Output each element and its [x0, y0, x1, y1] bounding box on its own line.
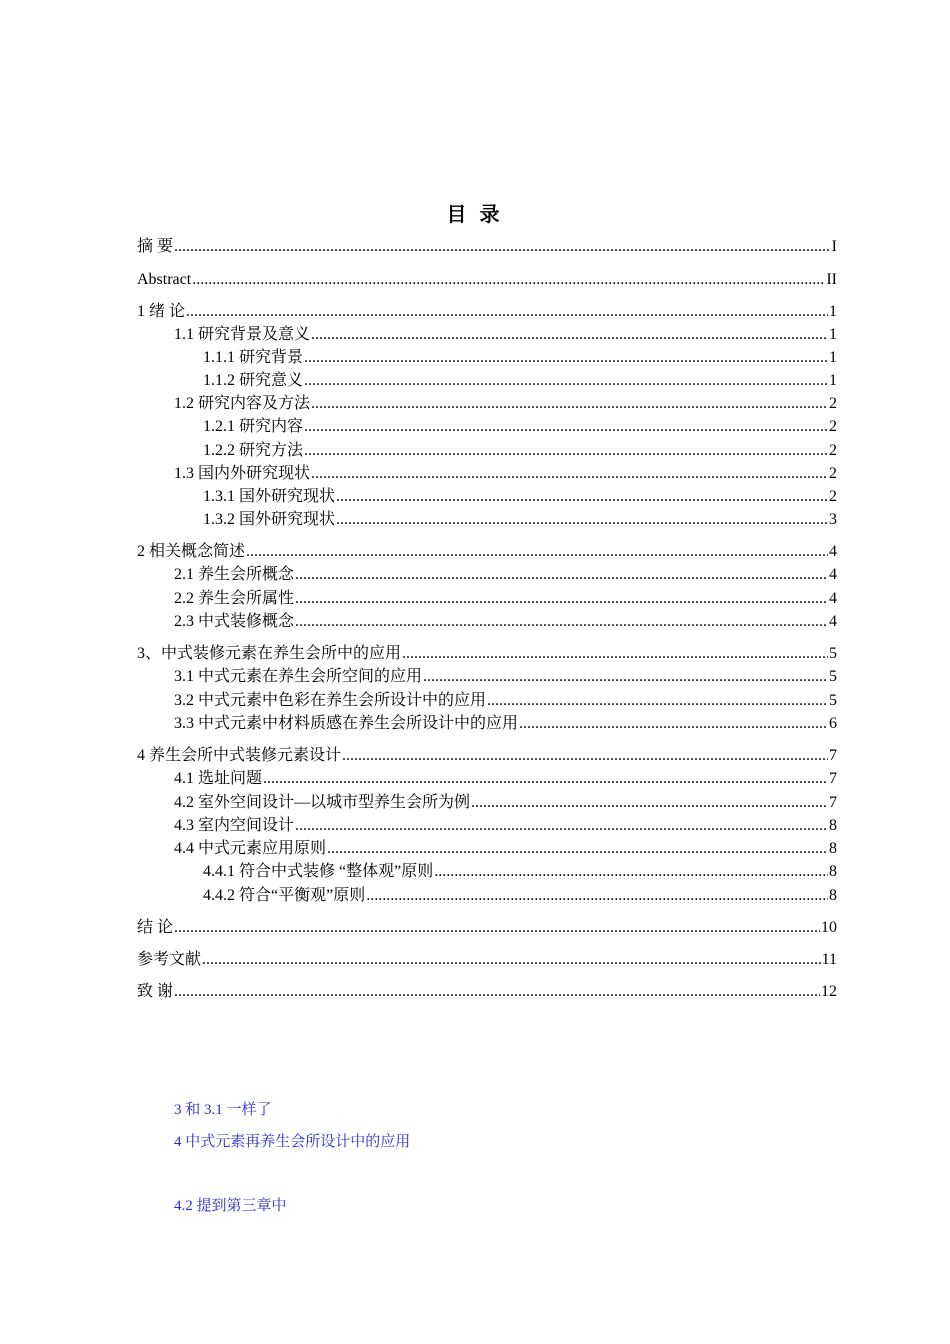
toc-entry-label: 2 相关概念简述: [137, 543, 246, 560]
toc-entry-page: 7: [829, 747, 837, 764]
dot-leader: [311, 324, 828, 346]
dot-leader: [423, 666, 828, 688]
toc-entry-label: Abstract: [137, 271, 192, 288]
toc-entry: [174, 564, 837, 586]
dot-leader: [434, 861, 828, 883]
comment-note: 4 中式元素再养生会所设计中的应用: [174, 1134, 411, 1150]
toc-entry-label: 3、中式装修元素在养生会所中的应用: [137, 645, 402, 662]
toc-entry-label: 摘 要: [137, 238, 174, 255]
toc-entry: [174, 838, 837, 860]
toc-entry: [203, 885, 837, 907]
toc-entry-page: 7: [829, 794, 837, 811]
toc-entry-label: 1.1 研究背景及意义: [174, 326, 311, 343]
toc-entry-label: 1.2 研究内容及方法: [174, 395, 311, 412]
toc-entry: [203, 486, 837, 508]
toc-entry-page: 7: [829, 770, 837, 787]
dot-leader: [263, 768, 828, 790]
toc-entry-label: 2.3 中式装修概念: [174, 613, 295, 630]
comment-note: 4.2 提到第三章中: [174, 1198, 287, 1214]
toc-entry-label: 参考文献: [137, 951, 202, 968]
toc-entry-label: 1 绪 论: [137, 303, 186, 320]
toc-entry-page: 4: [829, 590, 837, 607]
toc-entry-label: 4.4.2 符合“平衡观”原则: [203, 887, 366, 904]
toc-entry: [174, 463, 837, 485]
toc-entry-page: 2: [829, 418, 837, 435]
toc-entry-page: 2: [829, 395, 837, 412]
toc-title: 目 录: [446, 204, 504, 226]
toc-entry-page: 8: [829, 863, 837, 880]
toc-entry-page: 1: [829, 349, 837, 366]
toc-entry-label: 1.2.1 研究内容: [203, 418, 304, 435]
dot-leader: [327, 838, 828, 860]
dot-leader: [487, 690, 828, 712]
toc-entry-label: 3.1 中式元素在养生会所空间的应用: [174, 668, 423, 685]
toc-entry: [203, 416, 837, 438]
toc-entry-label: 结 论: [137, 919, 174, 936]
comment-note: 3 和 3.1 一样了: [174, 1102, 272, 1118]
toc-entry: [203, 861, 837, 883]
toc-entry: [137, 269, 837, 291]
toc-entry: [137, 236, 837, 258]
toc-entry-label: 4.4 中式元素应用原则: [174, 840, 327, 857]
toc-entry-page: 2: [829, 442, 837, 459]
toc-entry-label: 1.2.2 研究方法: [203, 442, 304, 459]
toc-entry-page: 11: [821, 951, 837, 968]
toc-entry-page: 12: [821, 983, 837, 1000]
toc-entry-label: 1.3 国内外研究现状: [174, 465, 311, 482]
toc-entry-label: 3.2 中式元素中色彩在养生会所设计中的应用: [174, 692, 487, 709]
toc-entry-label: 4 养生会所中式装修元素设计: [137, 747, 342, 764]
toc-entry: [174, 792, 837, 814]
dot-leader: [519, 713, 828, 735]
dot-leader: [304, 440, 828, 462]
toc-entry: [174, 393, 837, 415]
dot-leader: [295, 588, 828, 610]
dot-leader: [295, 611, 828, 633]
toc-entry-page: 2: [829, 488, 837, 505]
toc-entry: [137, 541, 837, 563]
toc-entry-page: 5: [829, 668, 837, 685]
toc-entry-page: 6: [829, 715, 837, 732]
dot-leader: [192, 269, 825, 291]
dot-leader: [336, 486, 828, 508]
toc-entry-page: 4: [829, 613, 837, 630]
toc-entry: [137, 981, 837, 1003]
dot-leader: [174, 236, 831, 258]
toc-entry: [174, 815, 837, 837]
dot-leader: [202, 949, 821, 971]
toc-entry: [203, 370, 837, 392]
toc-entry-page: 3: [829, 511, 837, 528]
toc-entry-page: 5: [829, 645, 837, 662]
toc-entry-label: 4.4.1 符合中式装修 “整体观”原则: [203, 863, 434, 880]
toc-entry: [174, 713, 837, 735]
dot-leader: [311, 463, 828, 485]
toc-entry-label: 1.3.1 国外研究现状: [203, 488, 336, 505]
toc-entry: [203, 440, 837, 462]
toc-entry-label: 4.3 室内空间设计: [174, 817, 295, 834]
toc-entry: [203, 347, 837, 369]
toc-entry-page: I: [831, 238, 837, 255]
toc-entry-label: 1.1.2 研究意义: [203, 372, 304, 389]
dot-leader: [366, 885, 828, 907]
dot-leader: [295, 564, 828, 586]
toc-entry-page: 2: [829, 465, 837, 482]
toc-entry: [137, 949, 837, 971]
toc-entry: [137, 745, 837, 767]
toc-entry-label: 2.2 养生会所属性: [174, 590, 295, 607]
dot-leader: [336, 509, 828, 531]
toc-entry: [137, 643, 837, 665]
toc-entry: [174, 768, 837, 790]
toc-entry-page: 1: [829, 326, 837, 343]
toc-entry-label: 4.1 选址问题: [174, 770, 263, 787]
toc-entry-page: 4: [829, 543, 837, 560]
toc-entry-page: 8: [829, 840, 837, 857]
toc-entry: [174, 588, 837, 610]
dot-leader: [311, 393, 828, 415]
toc-entry-label: 3.3 中式元素中材料质感在养生会所设计中的应用: [174, 715, 519, 732]
toc-entry: [174, 611, 837, 633]
toc-entry: [137, 917, 837, 939]
toc-entry-label: 2.1 养生会所概念: [174, 566, 295, 583]
toc-entry-page: 1: [829, 372, 837, 389]
toc-entry-label: 1.3.2 国外研究现状: [203, 511, 336, 528]
toc-entry-page: 10: [821, 919, 837, 936]
toc-entry-page: 4: [829, 566, 837, 583]
toc-entry: [174, 666, 837, 688]
toc-entry-page: 1: [829, 303, 837, 320]
dot-leader: [174, 981, 820, 1003]
dot-leader: [186, 301, 828, 323]
dot-leader: [402, 643, 828, 665]
dot-leader: [246, 541, 828, 563]
dot-leader: [304, 370, 828, 392]
dot-leader: [304, 416, 828, 438]
dot-leader: [304, 347, 828, 369]
dot-leader: [342, 745, 828, 767]
dot-leader: [295, 815, 828, 837]
toc-entry: [174, 690, 837, 712]
dot-leader: [174, 917, 820, 939]
toc-entry-page: 8: [829, 817, 837, 834]
toc-entry-page: 8: [829, 887, 837, 904]
toc-entry: [137, 301, 837, 323]
toc-entry: [174, 324, 837, 346]
toc-entry-label: 致 谢: [137, 983, 174, 1000]
dot-leader: [471, 792, 828, 814]
toc-entry-page: II: [826, 271, 837, 288]
toc-entry-label: 4.2 室外空间设计—以城市型养生会所为例: [174, 794, 471, 811]
toc-entry: [203, 509, 837, 531]
toc-entry-page: 5: [829, 692, 837, 709]
toc-entry-label: 1.1.1 研究背景: [203, 349, 304, 366]
